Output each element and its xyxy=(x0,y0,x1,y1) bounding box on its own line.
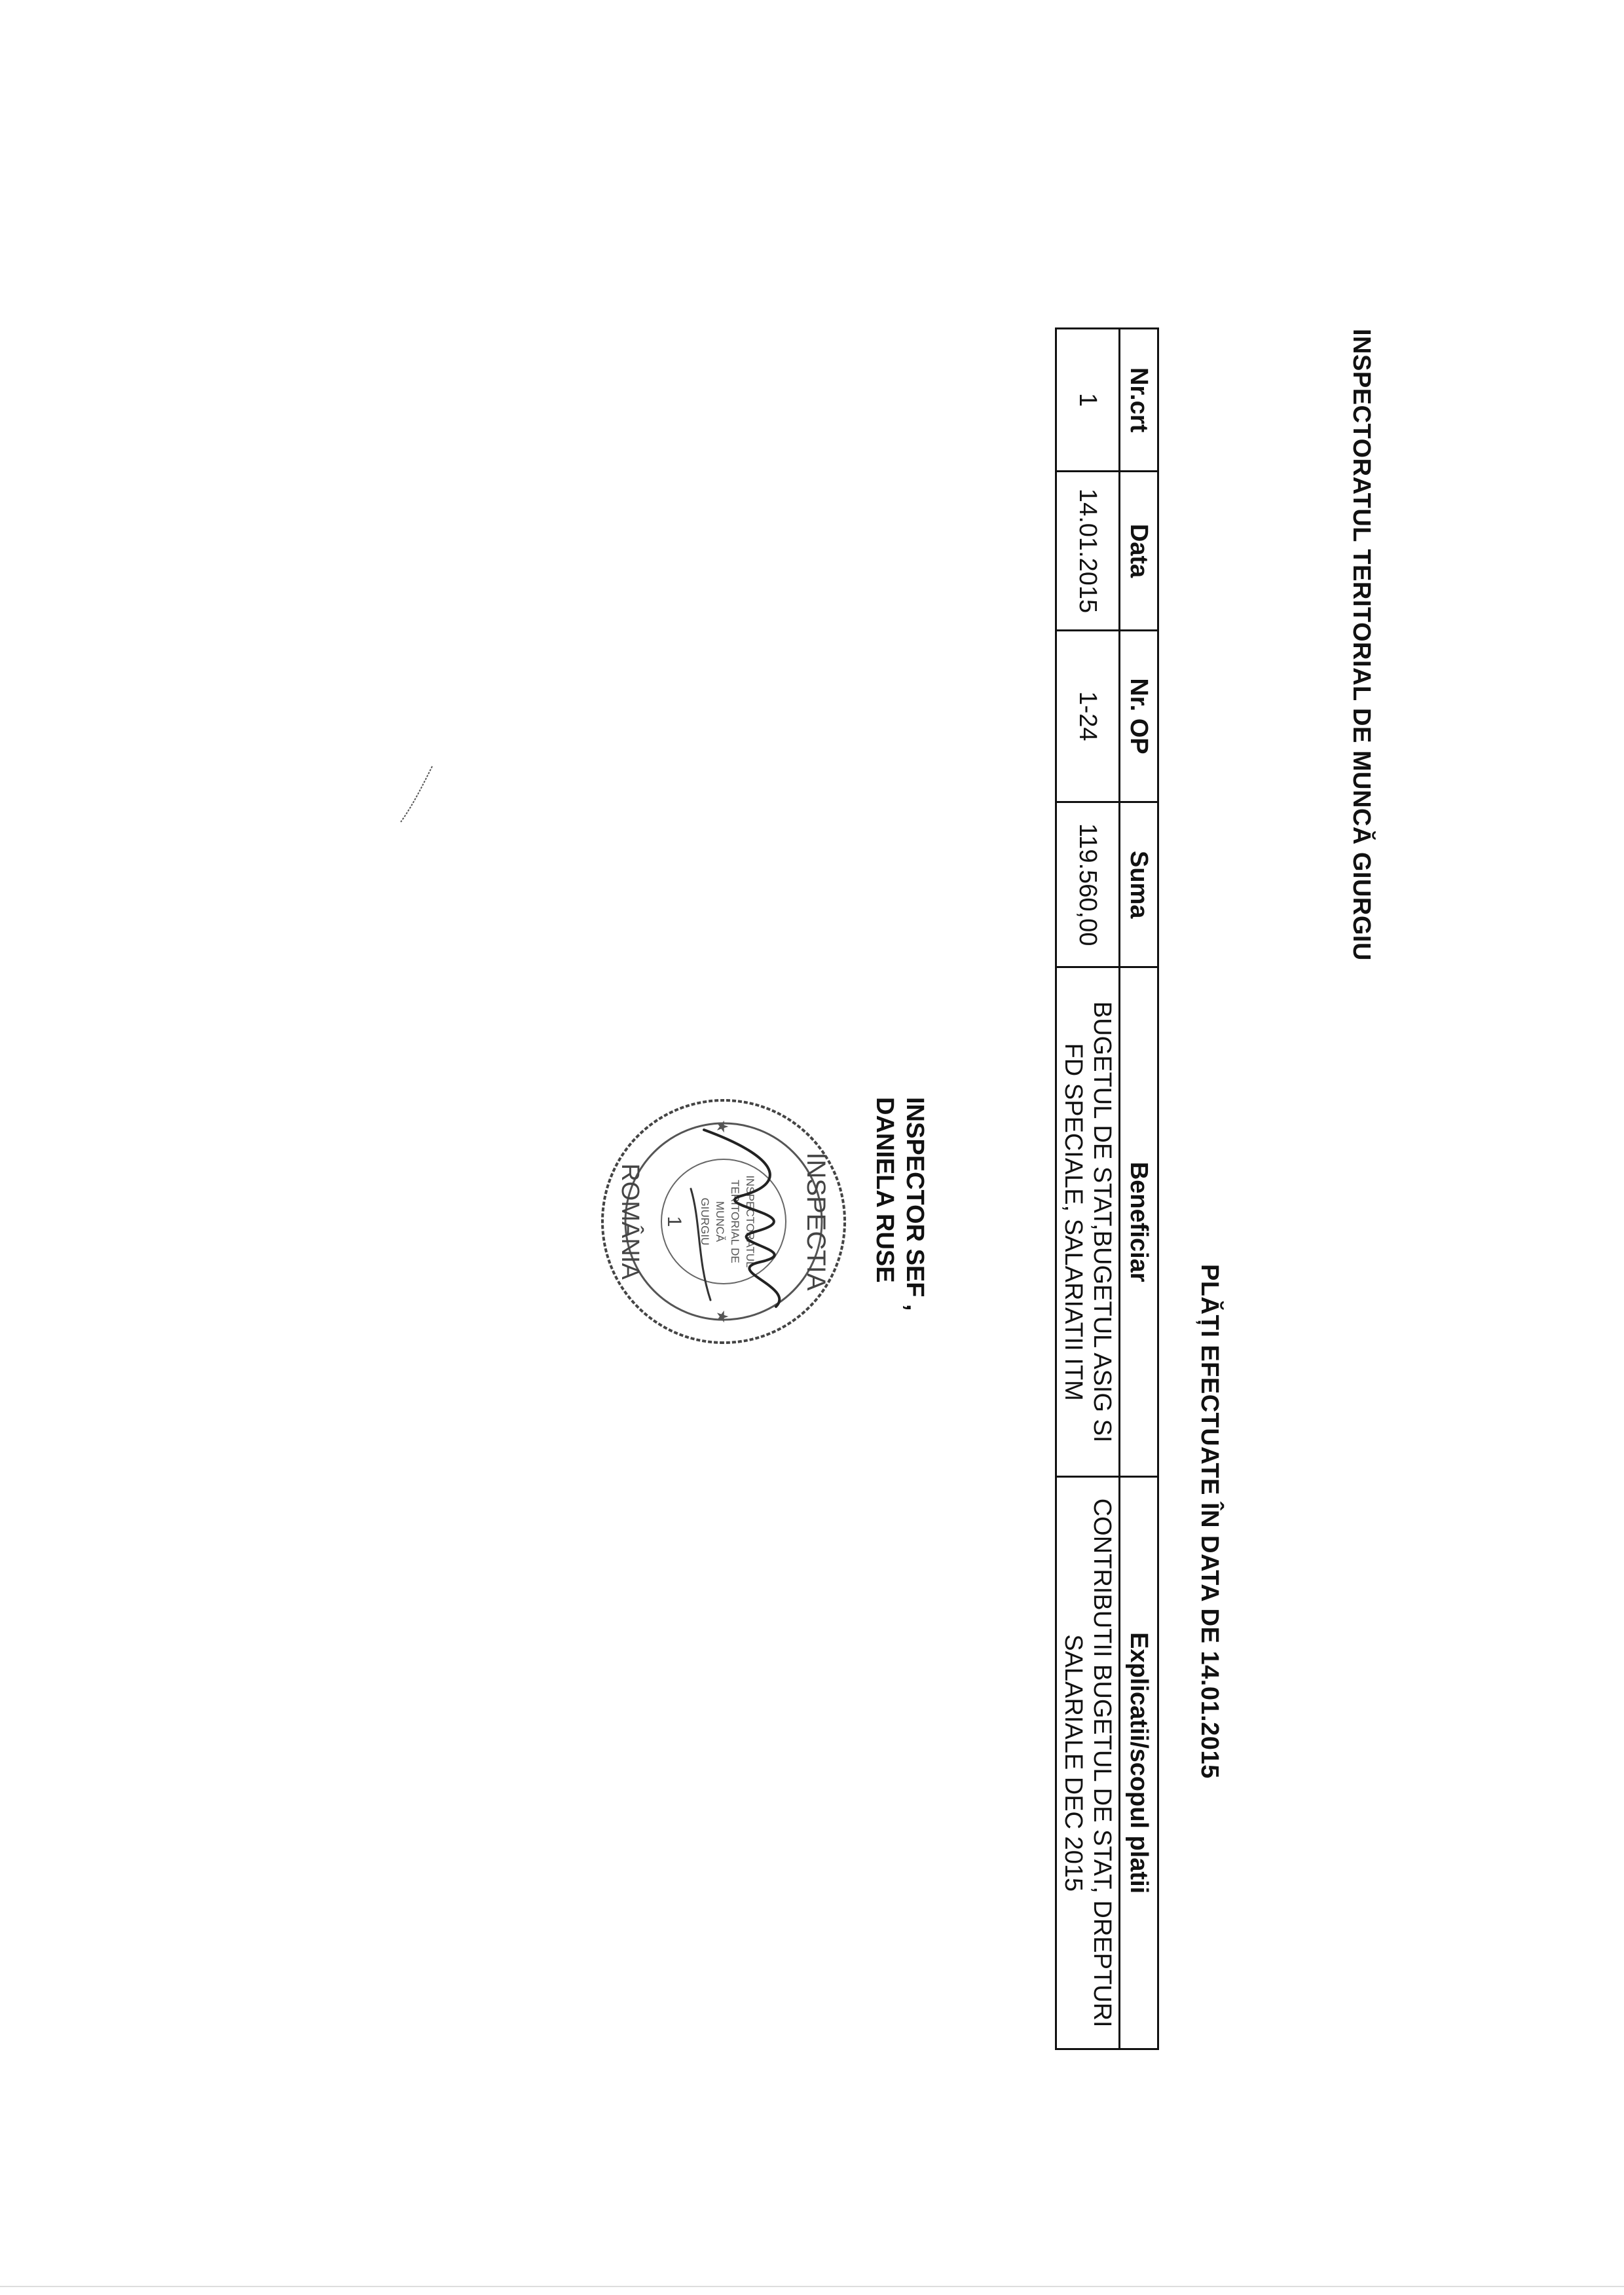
beneficiar-line-1: BUGETUL DE STAT,BUGETUL ASIG SI xyxy=(1088,1001,1116,1443)
signatory-role: INSPECTOR SEF , xyxy=(901,1097,929,1311)
beneficiar-line-2: FD SPECIALE, SALARIATII ITM xyxy=(1060,1043,1087,1401)
svg-text:INSPECTIA: INSPECTIA xyxy=(802,1152,830,1291)
svg-text:GIURGIU: GIURGIU xyxy=(699,1197,711,1246)
payments-table xyxy=(1055,327,1159,2050)
signature-block xyxy=(870,1097,930,1311)
svg-text:★: ★ xyxy=(713,1119,731,1134)
column-header-beneficiar: Beneficiar xyxy=(1120,967,1158,1477)
column-header-nr-op: Nr. OP xyxy=(1120,630,1158,802)
document-title: PLĂȚI EFECTUATE ÎN DATA DE 14.01.2015 xyxy=(1196,1264,1223,1779)
cell-nr-op: 1-24 xyxy=(1056,630,1120,802)
explicatii-line-2: SALARIALE DEC 2015 xyxy=(1060,1634,1087,1892)
cell-explicatii xyxy=(1056,1477,1120,2049)
stamp-seal-icon xyxy=(593,1091,855,1353)
svg-text:INSPECTORATUL: INSPECTORATUL xyxy=(744,1175,756,1268)
column-header-nr-crt: Nr.crt xyxy=(1120,329,1158,472)
table-header-row xyxy=(1120,329,1158,2049)
svg-text:TERITORIAL DE: TERITORIAL DE xyxy=(729,1180,741,1263)
column-header-data: Data xyxy=(1120,472,1158,631)
pen-mark-icon xyxy=(393,760,445,838)
page-content xyxy=(131,327,1375,2292)
cell-nr-crt: 1 xyxy=(1056,329,1120,472)
column-header-explicatii: Explicatii/scopul platii xyxy=(1120,1477,1158,2049)
svg-text:MUNCĂ: MUNCĂ xyxy=(714,1201,726,1242)
svg-text:★: ★ xyxy=(713,1309,731,1324)
institution-name: INSPECTORATUL TERITORIAL DE MUNCĂ GIURGIU xyxy=(1348,329,1375,961)
cell-beneficiar xyxy=(1056,967,1120,1477)
signatory-name: DANIELA RUSE xyxy=(871,1097,898,1283)
explicatii-line-1: CONTRIBUTII BUGETUL DE STAT, DREPTURI xyxy=(1088,1498,1116,2028)
cell-suma: 119.560,00 xyxy=(1056,802,1120,967)
svg-text:1: 1 xyxy=(663,1216,685,1227)
official-stamp xyxy=(593,1091,855,1353)
cell-data: 14.01.2015 xyxy=(1056,472,1120,631)
svg-text:ROMÂNIA: ROMÂNIA xyxy=(616,1163,644,1280)
table-row xyxy=(1056,329,1120,2049)
column-header-suma: Suma xyxy=(1120,802,1158,967)
page-bottom-edge xyxy=(0,2286,1624,2287)
